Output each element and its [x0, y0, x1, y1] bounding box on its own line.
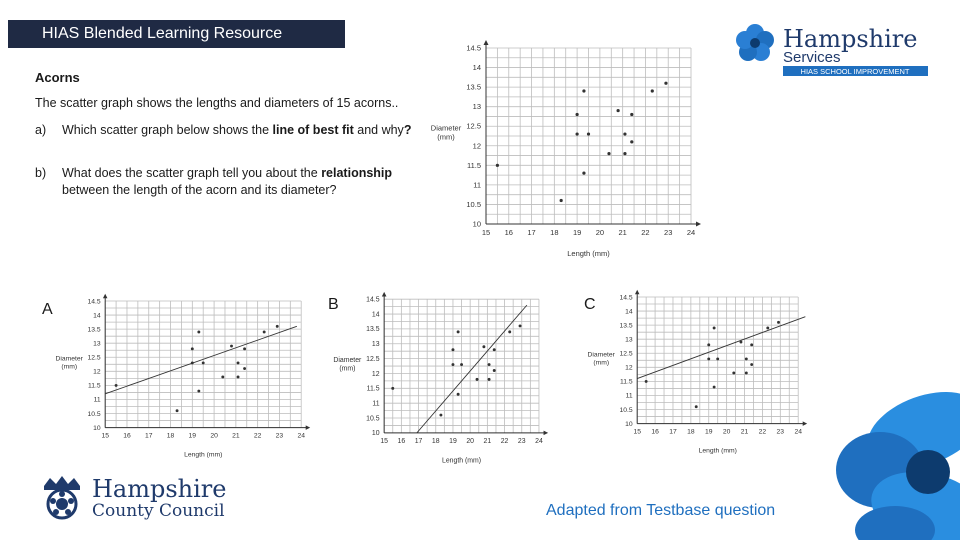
y-tick-label: 13.5	[87, 326, 101, 334]
y-tick-label: 13.5	[619, 322, 633, 330]
services-strap: HIAS SCHOOL IMPROVEMENT	[800, 67, 910, 76]
header-title: HIAS Blended Learning Resource	[42, 25, 283, 42]
data-point	[732, 372, 735, 375]
y-axis-arrow	[103, 294, 108, 299]
y-tick-label: 10	[371, 430, 380, 438]
x-tick-label: 21	[232, 432, 240, 440]
credit-text: Adapted from Testbase question	[546, 502, 776, 519]
y-axis-label: Diameter	[587, 351, 615, 359]
y-tick-label: 13	[93, 340, 101, 348]
question-text	[62, 165, 442, 199]
x-axis-arrow	[306, 425, 311, 430]
data-point	[630, 140, 633, 143]
x-tick-label: 23	[664, 228, 673, 237]
x-axis-label: Length (mm)	[184, 451, 223, 459]
y-tick-label: 14	[472, 63, 481, 73]
x-tick-label: 24	[535, 438, 543, 445]
y-tick-label: 14.5	[619, 294, 633, 302]
data-point	[276, 325, 279, 328]
data-point	[695, 405, 698, 408]
y-axis-label: Diameter	[55, 355, 83, 363]
data-point	[707, 343, 710, 346]
data-point	[651, 89, 654, 92]
decorative-flower-icon	[820, 390, 960, 540]
y-tick-label: 12.5	[466, 121, 481, 131]
y-tick-label: 12	[625, 364, 633, 372]
data-point	[623, 132, 626, 135]
council-sub: County Council	[92, 501, 225, 521]
data-point	[263, 331, 266, 334]
question-text	[62, 122, 442, 139]
y-axis-label: Diameter	[430, 123, 462, 133]
x-axis-arrow	[696, 222, 701, 227]
y-tick-label: 14	[93, 312, 101, 320]
data-point	[482, 345, 485, 348]
data-point	[460, 363, 463, 366]
x-tick-label: 22	[641, 228, 650, 237]
y-tick-label: 14.5	[366, 296, 380, 304]
x-tick-label: 19	[704, 428, 713, 436]
data-point	[230, 345, 233, 348]
y-tick-label: 12.5	[619, 350, 633, 358]
data-point	[202, 361, 205, 364]
question-text-part: and why	[353, 123, 404, 137]
x-tick-label: 16	[397, 438, 406, 445]
data-point	[191, 347, 194, 350]
x-tick-label: 22	[500, 438, 509, 445]
data-point	[439, 414, 442, 417]
y-tick-label: 10.5	[87, 410, 101, 418]
data-point	[197, 331, 200, 334]
choice-label-c: C	[584, 296, 596, 313]
scatter-graph-b	[333, 290, 550, 466]
council-name: Hampshire	[92, 475, 227, 503]
y-axis-label-unit: (mm)	[593, 359, 610, 367]
x-tick-label: 17	[669, 428, 677, 436]
x-tick-label: 20	[210, 432, 218, 440]
data-point	[488, 363, 491, 366]
data-point	[391, 387, 394, 390]
x-tick-label: 19	[188, 432, 197, 440]
y-tick-label: 13.5	[366, 326, 380, 334]
data-point	[476, 378, 479, 381]
data-point	[576, 113, 579, 116]
y-tick-label: 14	[371, 311, 380, 319]
y-tick-label: 13.5	[466, 82, 481, 92]
y-axis-arrow	[382, 292, 387, 297]
data-point	[451, 348, 454, 351]
data-point	[713, 386, 716, 389]
data-point	[716, 357, 719, 360]
x-tick-label: 15	[101, 432, 109, 440]
x-axis-arrow	[544, 431, 549, 436]
data-point	[745, 372, 748, 375]
x-tick-label: 16	[651, 428, 659, 436]
scatter-graph-a	[55, 292, 312, 460]
x-tick-label: 20	[595, 228, 605, 237]
data-point	[607, 152, 610, 155]
x-tick-label: 16	[504, 228, 513, 237]
y-tick-label: 11.5	[366, 385, 380, 393]
choice-label-b: B	[328, 296, 339, 313]
data-point	[519, 324, 522, 327]
y-tick-label: 12.5	[87, 354, 101, 362]
y-tick-label: 14.5	[87, 298, 101, 306]
data-point	[237, 376, 240, 379]
x-axis-label: Length (mm)	[698, 447, 737, 455]
data-point	[560, 199, 563, 202]
x-tick-label: 15	[380, 438, 388, 445]
data-point	[221, 376, 224, 379]
question-title: Acorns	[35, 70, 80, 85]
data-point	[576, 132, 579, 135]
x-tick-label: 17	[527, 228, 536, 237]
y-tick-label: 10	[472, 219, 481, 229]
y-tick-label: 10.5	[466, 199, 481, 209]
x-axis-label: Length (mm)	[567, 249, 610, 258]
data-point	[237, 361, 240, 364]
data-point	[777, 321, 780, 324]
data-point	[243, 367, 246, 370]
main-scatter-graph	[430, 38, 703, 260]
data-point	[630, 113, 633, 116]
question-intro: The scatter graph shows the lengths and diameters of 15 acorns..	[35, 96, 399, 110]
y-tick-label: 10.5	[366, 415, 380, 423]
data-point	[766, 327, 769, 330]
data-point	[707, 357, 710, 360]
y-tick-label: 12	[371, 370, 380, 378]
x-tick-label: 23	[776, 428, 785, 436]
data-point	[623, 152, 626, 155]
fit-line	[417, 305, 527, 433]
data-point	[496, 164, 499, 167]
data-point	[745, 357, 748, 360]
data-point	[176, 409, 179, 412]
question-text-bold: line of best fit	[272, 123, 354, 137]
data-point	[664, 82, 667, 85]
x-axis-arrow	[803, 421, 808, 426]
y-axis-arrow	[484, 40, 489, 45]
y-tick-label: 11	[93, 396, 101, 404]
x-tick-label: 21	[483, 438, 492, 445]
y-tick-label: 11.5	[466, 160, 481, 170]
data-point	[243, 347, 246, 350]
question-text-part: What does the scatter graph tell you about the	[62, 166, 322, 180]
x-tick-label: 17	[414, 438, 423, 445]
x-tick-label: 24	[686, 228, 696, 237]
data-point	[617, 109, 620, 112]
question-label: a)	[35, 123, 47, 137]
x-tick-label: 22	[758, 428, 767, 436]
x-tick-label: 22	[253, 432, 262, 440]
x-tick-label: 18	[431, 438, 440, 445]
y-axis-arrow	[635, 290, 640, 295]
data-point	[713, 327, 716, 330]
y-tick-label: 13	[371, 341, 380, 349]
y-tick-label: 10	[93, 424, 101, 432]
x-tick-label: 23	[517, 438, 526, 445]
data-point	[493, 348, 496, 351]
x-tick-label: 15	[481, 228, 491, 237]
data-point	[645, 380, 648, 383]
y-tick-label: 11.5	[88, 382, 101, 390]
y-axis-label-unit: (mm)	[437, 132, 455, 142]
x-tick-label: 17	[144, 432, 153, 440]
x-tick-label: 19	[572, 228, 582, 237]
data-point	[493, 369, 496, 372]
x-tick-label: 18	[550, 228, 559, 237]
y-tick-label: 10.5	[619, 406, 633, 414]
data-point	[582, 89, 585, 92]
x-tick-label: 20	[466, 438, 474, 445]
y-tick-label: 11	[473, 180, 481, 190]
y-tick-label: 14.5	[466, 43, 481, 53]
question-label: b)	[35, 166, 47, 180]
data-point	[451, 363, 454, 366]
x-tick-label: 18	[166, 432, 175, 440]
data-point	[457, 393, 460, 396]
data-point	[488, 378, 491, 381]
flower-icon	[736, 24, 774, 61]
crest-icon	[44, 476, 80, 518]
x-tick-label: 15	[633, 428, 641, 436]
data-point	[115, 384, 118, 387]
data-point	[587, 132, 590, 135]
hampshire-services-logo	[728, 20, 933, 82]
x-tick-label: 21	[618, 228, 627, 237]
y-tick-label: 12	[472, 141, 481, 151]
y-axis-label-unit: (mm)	[61, 363, 78, 371]
question-text-part: Which scatter graph below shows the	[62, 123, 273, 137]
services-brand-sub: Services	[783, 49, 841, 66]
data-point	[197, 390, 200, 393]
hampshire-county-council-logo	[38, 472, 258, 522]
data-point	[582, 172, 585, 175]
question-text-bold: relationship	[321, 166, 393, 180]
services-brand-name: Hampshire	[783, 25, 918, 53]
y-axis-label-unit: (mm)	[339, 365, 356, 373]
x-tick-label: 21	[740, 428, 749, 436]
y-tick-label: 11	[372, 400, 380, 408]
y-tick-label: 14	[625, 308, 633, 316]
data-point	[508, 330, 511, 333]
y-tick-label: 12.5	[366, 355, 380, 363]
question-text-part: between the length of the acorn and its diameter?	[62, 183, 337, 197]
header-bar	[8, 20, 345, 48]
data-point	[750, 363, 753, 366]
y-tick-label: 10	[625, 420, 633, 428]
y-tick-label: 12	[93, 368, 101, 376]
x-tick-label: 24	[297, 432, 305, 440]
y-tick-label: 13	[472, 102, 481, 112]
x-tick-label: 19	[449, 438, 457, 445]
scatter-graph-c	[587, 288, 809, 456]
x-tick-label: 20	[722, 428, 731, 436]
x-tick-label: 16	[123, 432, 131, 440]
y-tick-label: 11.5	[620, 378, 633, 386]
y-tick-label: 13	[625, 336, 633, 344]
x-axis-label: Length (mm)	[442, 457, 482, 465]
x-tick-label: 23	[275, 432, 284, 440]
data-point	[457, 330, 460, 333]
x-tick-label: 24	[794, 428, 802, 436]
data-point	[750, 343, 753, 346]
y-tick-label: 11	[625, 392, 633, 400]
question-text-bold: ?	[403, 123, 412, 137]
y-axis-label: Diameter	[333, 357, 362, 365]
choice-label-a: A	[42, 301, 53, 318]
x-tick-label: 18	[687, 428, 695, 436]
